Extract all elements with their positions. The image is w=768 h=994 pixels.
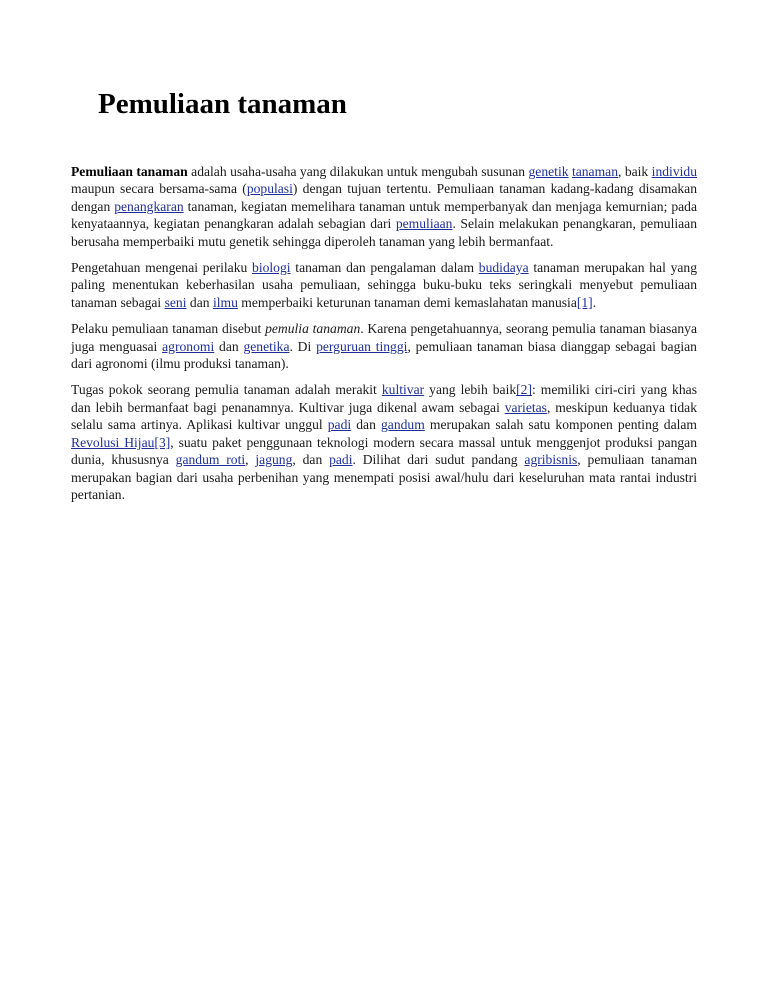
link-revolusi-hijau[interactable]: Revolusi Hijau xyxy=(71,434,155,450)
page-title: Pemuliaan tanaman xyxy=(98,88,347,120)
paragraph-3: Pelaku pemuliaan tanaman disebut pemulia tanaman. Karena pengetahuannya, seorang pemulia tanaman biasanya juga menguasai agronomi dan genetika. Di perguruan tinggi, pemuliaan tanaman biasa dianggap sebagai bagian dari agronomi (ilmu produksi tanaman). xyxy=(71,321,697,372)
link-penangkaran[interactable]: penangkaran xyxy=(114,198,184,214)
paragraph-1: Pemuliaan tanaman adalah usaha-usaha yang dilakukan untuk mengubah susunan genetik tanaman, baik individu maupun secara bersama-sama (populasi) dengan tujuan tertentu. Pemuliaan tanaman kadang-kadang disamakan dengan penangkaran tanaman, kegiatan memelihara tanaman untuk memperbanyak dan menjaga kemurnian; pada kenyataannya, kegiatan penangkaran adalah sebagian dari pemuliaan. Selain melakukan penangkaran, pemuliaan berusaha memperbaiki mutu genetik sehingga diperoleh tanaman yang lebih bermanfaat. xyxy=(71,164,697,249)
link-gandum-roti[interactable]: gandum roti xyxy=(175,452,246,468)
link-biologi[interactable]: biologi xyxy=(252,260,291,276)
link-pemuliaan[interactable]: pemuliaan xyxy=(395,216,453,232)
paragraph-2: Pengetahuan mengenai perilaku biologi tanaman dan pengalaman dalam budidaya tanaman merupakan hal yang paling menentukan keberhasilan usaha pemuliaan, sehingga buku-buku teks seringkali menyebut pemuliaan tanaman sebagai seni dan ilmu memperbaiki keturunan tanaman demi kemaslahatan manusia[1]. xyxy=(71,260,698,310)
link-agribisnis[interactable]: agribisnis xyxy=(524,452,578,468)
reference-link-3[interactable]: [3] xyxy=(154,434,171,450)
link-individu[interactable]: individu xyxy=(651,164,697,179)
link-kultivar[interactable]: kultivar xyxy=(381,382,425,398)
link-jagung[interactable]: jagung xyxy=(255,452,293,468)
reference-link-2[interactable]: [2] xyxy=(516,382,533,398)
link-genetik[interactable]: genetik xyxy=(528,164,569,179)
article-body xyxy=(71,163,697,512)
link-padi[interactable]: padi xyxy=(327,417,352,433)
link-tanaman[interactable]: tanaman xyxy=(571,164,618,179)
link-agronomi[interactable]: agronomi xyxy=(162,338,215,354)
link-ilmu[interactable]: ilmu xyxy=(212,294,238,310)
link-padi-2[interactable]: padi xyxy=(329,452,353,468)
link-populasi[interactable]: populasi xyxy=(246,181,293,197)
bold-term: Pemuliaan tanaman xyxy=(71,164,188,179)
link-genetika[interactable]: genetika xyxy=(243,338,290,354)
link-perguruan-tinggi[interactable]: perguruan tinggi xyxy=(316,338,408,354)
paragraph-4: Tugas pokok seorang pemulia tanaman adalah merakit kultivar yang lebih baik[2]: memiliki ciri-ciri yang khas dan lebih bermanfaat bagi penanamnya. Kultivar juga dikenal awam sebagai varietas, meskipun keduanya tidak selalu sama artinya. Aplikasi kultivar unggul padi dan gandum merupakan salah satu komponen penting dalam Revolusi Hijau[3], suatu paket penggunaan teknologi modern secara massal untuk menggenjot produksi pangan dunia, khususnya gandum roti, jagung, dan padi. Dilihat dari sudut pandang agribisnis, pemuliaan tanaman merupakan bagian dari usaha perbenihan yang menempati posisi awal/hulu dari keseluruhan mata rantai industri pertanian. xyxy=(71,382,698,502)
italic-term: pemulia tanaman xyxy=(265,321,361,337)
reference-link-1[interactable]: [1] xyxy=(576,294,593,310)
link-seni[interactable]: seni xyxy=(164,294,187,310)
link-budidaya[interactable]: budidaya xyxy=(478,260,529,276)
link-gandum[interactable]: gandum xyxy=(381,417,425,433)
link-varietas[interactable]: varietas xyxy=(504,399,547,415)
